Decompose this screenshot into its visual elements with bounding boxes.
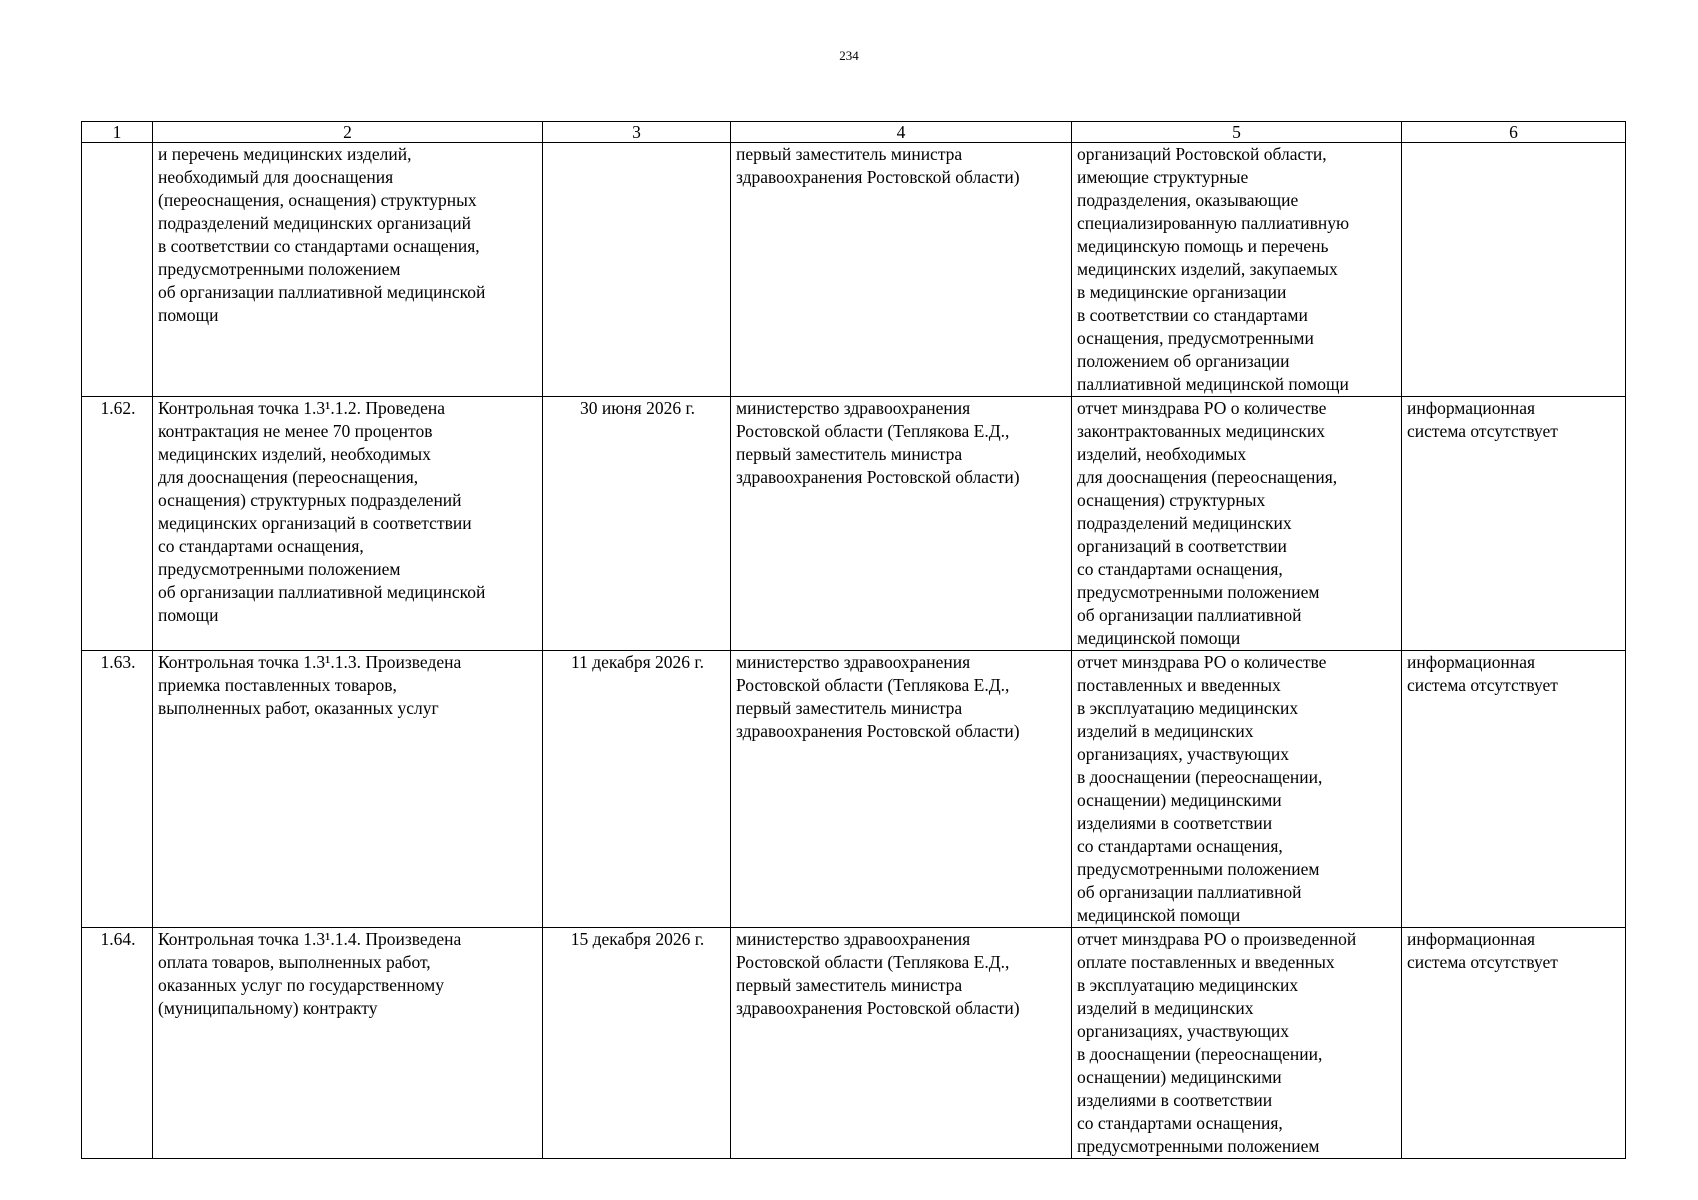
header-col-1: 1 xyxy=(82,122,153,143)
cell-system: информационная система отсутствует xyxy=(1402,397,1626,651)
table-row xyxy=(82,651,1626,928)
cell-number: 1.64. xyxy=(82,928,153,1159)
cell-responsible: первый заместитель министра здравоохранения Ростовской области) xyxy=(731,143,1072,397)
cell-responsible: министерство здравоохранения Ростовской области (Теплякова Е.Д., первый заместитель министра здравоохранения Ростовской области) xyxy=(731,397,1072,651)
cell-number xyxy=(82,143,153,397)
cell-document: отчет минздрава РО о количестве законтрактованных медицинских изделий, необходимых для дооснащения (переоснащения, оснащения) структурных подразделений медицинских организаций в соответствии со стандартами оснащения, предусмотренными положением об организации паллиативной медицинской помощи xyxy=(1072,397,1402,651)
header-col-6: 6 xyxy=(1402,122,1626,143)
header-row xyxy=(82,122,1626,143)
cell-document: отчет минздрава РО о количестве поставленных и введенных в эксплуатацию медицинских изделий в медицинских организациях, участвующих в дооснащении (переоснащении, оснащении) медицинскими изделиями в соответствии со стандартами оснащения, предусмотренными положением об организации паллиативной медицинской помощи xyxy=(1072,651,1402,928)
cell-number: 1.63. xyxy=(82,651,153,928)
cell-date: 30 июня 2026 г. xyxy=(543,397,731,651)
plan-table xyxy=(81,121,1626,1159)
cell-number: 1.62. xyxy=(82,397,153,651)
cell-system: информационная система отсутствует xyxy=(1402,651,1626,928)
cell-responsible: министерство здравоохранения Ростовской области (Теплякова Е.Д., первый заместитель министра здравоохранения Ростовской области) xyxy=(731,928,1072,1159)
cell-system: информационная система отсутствует xyxy=(1402,928,1626,1159)
table-row xyxy=(82,928,1626,1159)
header-col-4: 4 xyxy=(731,122,1072,143)
cell-document: организаций Ростовской области, имеющие структурные подразделения, оказывающие специализированную паллиативную медицинскую помощь и перечень медицинских изделий, закупаемых в медицинские организации в соответствии со стандартами оснащения, предусмотренными положением об организации паллиативной медицинской помощи xyxy=(1072,143,1402,397)
header-col-2: 2 xyxy=(153,122,543,143)
cell-date xyxy=(543,143,731,397)
table-row xyxy=(82,143,1626,397)
cell-event: Контрольная точка 1.3¹.1.4. Произведена оплата товаров, выполненных работ, оказанных услуг по государственному (муниципальному) контракту xyxy=(153,928,543,1159)
cell-document: отчет минздрава РО о произведенной оплате поставленных и введенных в эксплуатацию медицинских изделий в медицинских организациях, участвующих в дооснащении (переоснащении, оснащении) медицинскими изделиями в соответствии со стандартами оснащения, предусмотренными положением xyxy=(1072,928,1402,1159)
header-col-5: 5 xyxy=(1072,122,1402,143)
page-number: 234 xyxy=(839,48,859,63)
cell-responsible: министерство здравоохранения Ростовской области (Теплякова Е.Д., первый заместитель министра здравоохранения Ростовской области) xyxy=(731,651,1072,928)
cell-event: Контрольная точка 1.3¹.1.2. Проведена контрактация не менее 70 процентов медицинских изделий, необходимых для дооснащения (переоснащения, оснащения) структурных подразделений медицинских организаций в соответствии со стандартами оснащения, предусмотренными положением об организации паллиативной медицинской помощи xyxy=(153,397,543,651)
cell-date: 11 декабря 2026 г. xyxy=(543,651,731,928)
header-col-3: 3 xyxy=(543,122,731,143)
cell-event: Контрольная точка 1.3¹.1.3. Произведена приемка поставленных товаров, выполненных работ, оказанных услуг xyxy=(153,651,543,928)
cell-system xyxy=(1402,143,1626,397)
table-row xyxy=(82,397,1626,651)
cell-date: 15 декабря 2026 г. xyxy=(543,928,731,1159)
cell-event: и перечень медицинских изделий, необходимый для дооснащения (переоснащения, оснащения) структурных подразделений медицинских организаций в соответствии со стандартами оснащения, предусмотренными положением об организации паллиативной медицинской помощи xyxy=(153,143,543,397)
